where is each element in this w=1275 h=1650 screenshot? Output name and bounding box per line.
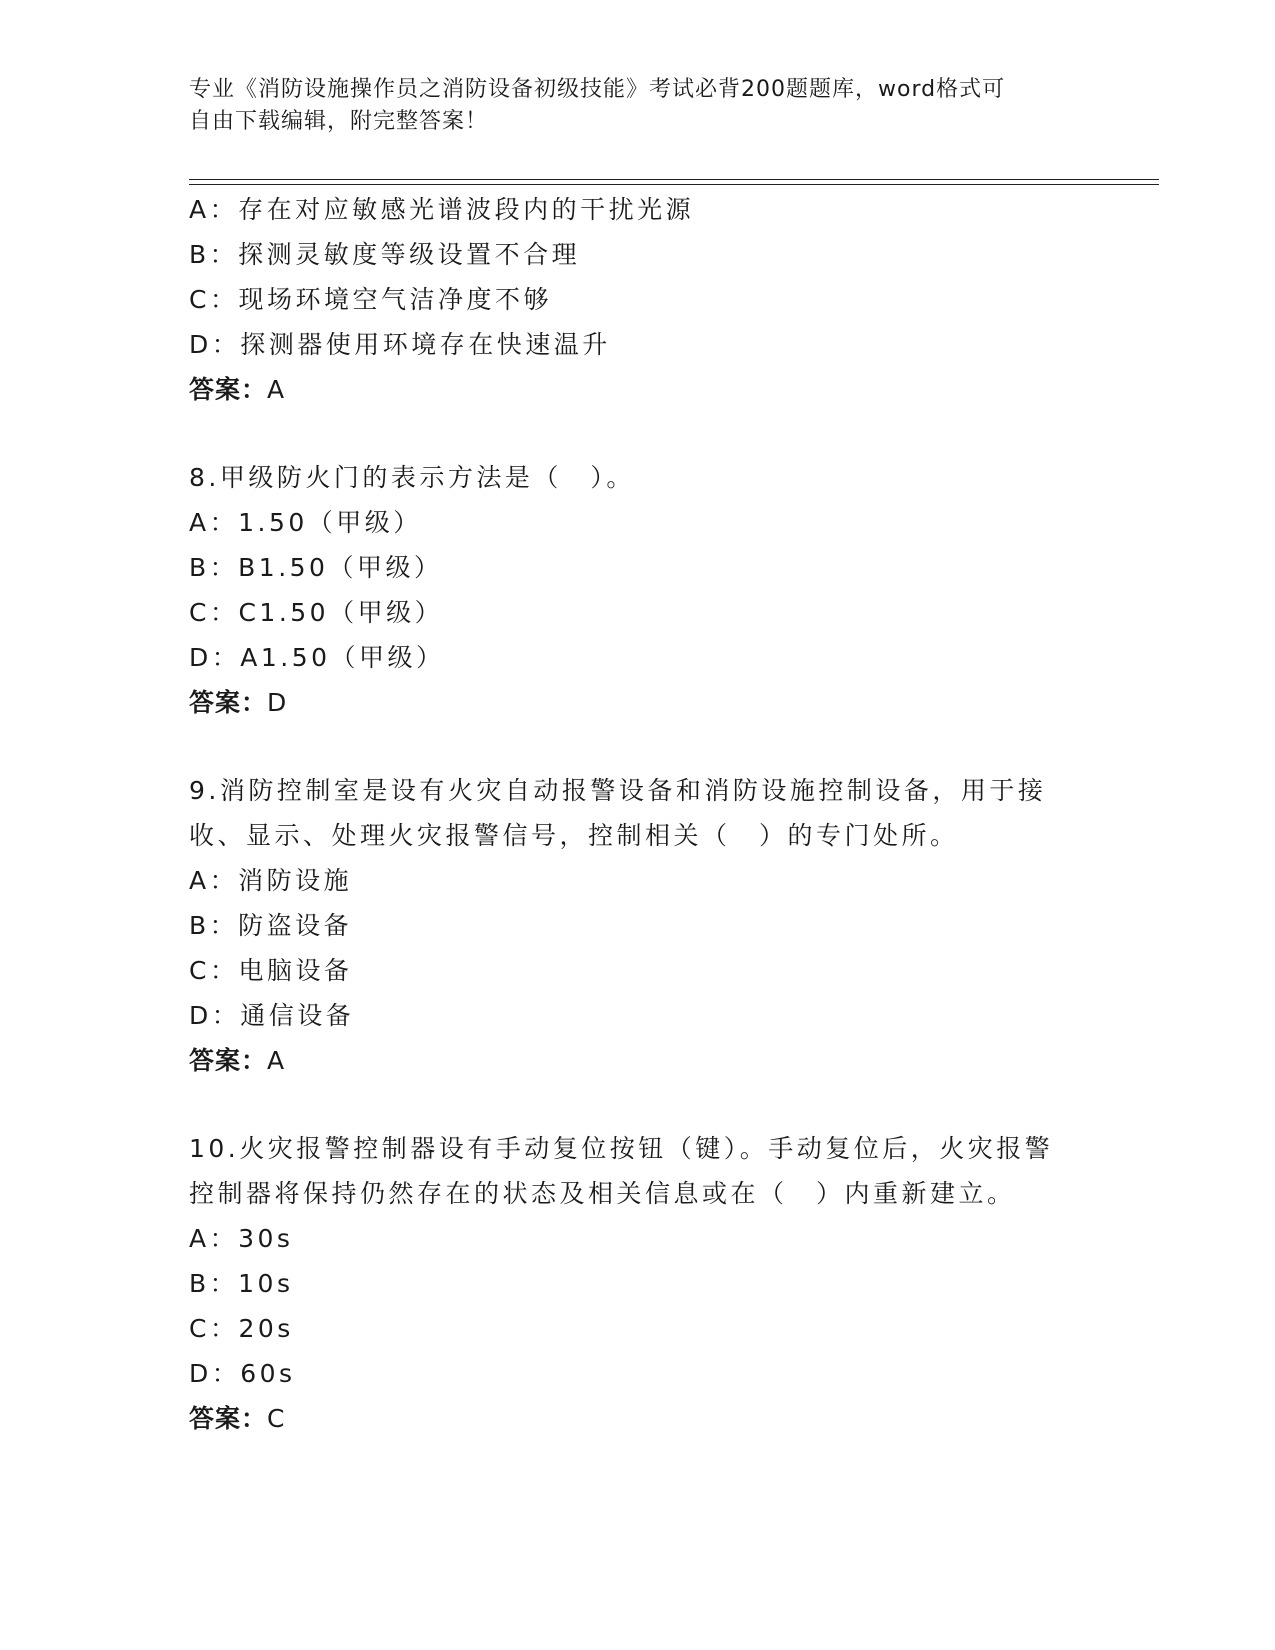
q7-option-c: C：现场环境空气洁净度不够 — [189, 285, 552, 314]
answer-label: 答案： — [189, 1404, 268, 1433]
q10-option-c: C：20s — [189, 1314, 294, 1343]
q10-question-line-2: 控制器将保持仍然存在的状态及相关信息或在（ ）内重新建立。 — [189, 1179, 1016, 1208]
q9-answer — [189, 1044, 285, 1078]
q8-option-a: A：1.50（甲级） — [189, 508, 422, 537]
q8-answer — [189, 686, 287, 720]
answer-value: C — [267, 1404, 286, 1433]
q9-option-c: C：电脑设备 — [189, 956, 353, 985]
header-divider-bottom — [189, 184, 1159, 185]
q8-option-c: C：C1.50（甲级） — [189, 598, 444, 627]
q10-question-line-1: 10.火灾报警控制器设有手动复位按钮（键）。手动复位后，火灾报警 — [189, 1134, 1054, 1163]
answer-value: D — [267, 688, 288, 717]
header-line-2: 自由下载编辑，附完整答案！ — [189, 109, 489, 134]
q8-option-d: D：A1.50（甲级） — [189, 643, 445, 672]
answer-label: 答案： — [189, 688, 268, 717]
q10-option-d: D：60s — [189, 1359, 296, 1388]
q10-answer — [189, 1402, 285, 1436]
answer-label: 答案： — [189, 1046, 268, 1075]
answer-value: A — [267, 1046, 286, 1075]
q8-question: 8.甲级防火门的表示方法是（ ）。 — [189, 463, 635, 492]
q9-question-line-1: 9.消防控制室是设有火灾自动报警设备和消防设施控制设备，用于接 — [189, 776, 1047, 805]
answer-label: 答案： — [189, 375, 268, 404]
q10-option-a: A：30s — [189, 1224, 294, 1253]
q9-option-b: B：防盗设备 — [189, 911, 353, 940]
header-line-1: 专业《消防设施操作员之消防设备初级技能》考试必背200题题库，word格式可 — [189, 77, 1006, 102]
q7-option-a: A：存在对应敏感光谱波段内的干扰光源 — [189, 195, 695, 224]
header-divider-top — [189, 179, 1159, 180]
q8-option-b: B：B1.50（甲级） — [189, 553, 443, 582]
q7-option-b: B：探测灵敏度等级设置不合理 — [189, 240, 581, 269]
q7-option-d: D：探测器使用环境存在快速温升 — [189, 330, 611, 359]
answer-value: A — [267, 375, 286, 404]
document-header — [189, 74, 1069, 138]
q7-answer — [189, 373, 285, 407]
q9-question-line-2: 收、显示、处理火灾报警信号，控制相关（ ）的专门处所。 — [189, 821, 959, 850]
q10-option-b: B：10s — [189, 1269, 294, 1298]
q9-option-d: D：通信设备 — [189, 1001, 355, 1030]
q9-option-a: A：消防设施 — [189, 866, 353, 895]
